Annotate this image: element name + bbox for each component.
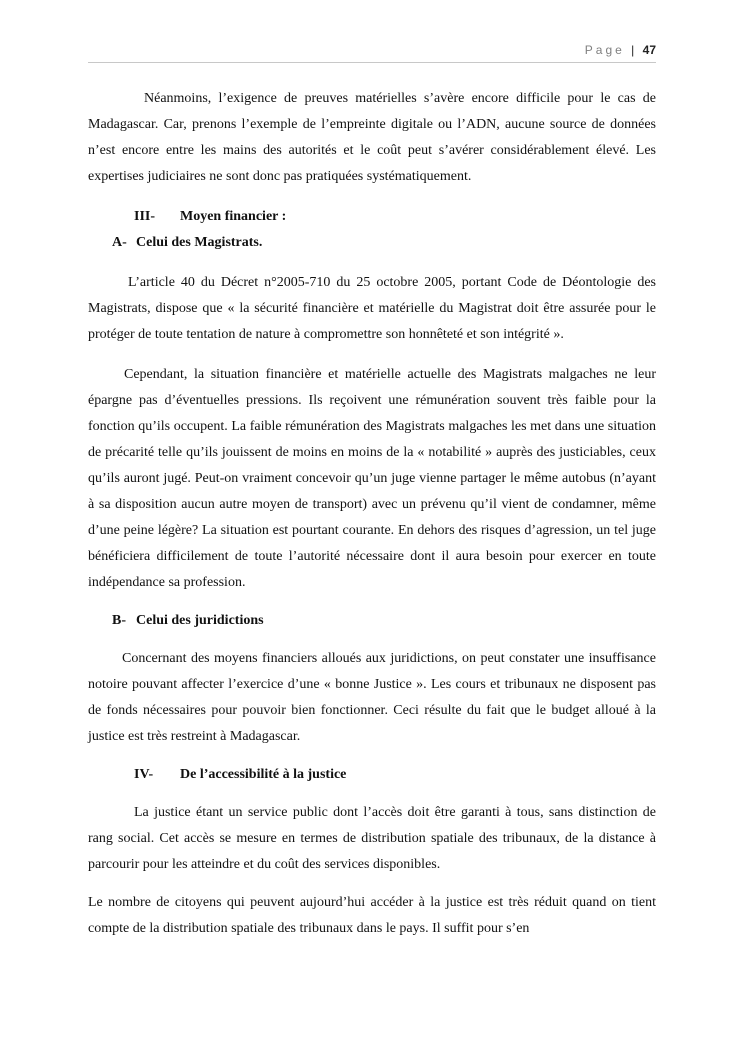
paragraph-article-40: L’article 40 du Décret n°2005-710 du 25 octobre 2005, portant Code de Déontologie des Magistrats, dispose que « la sécurité financière et matérielle du Magistrat doit être assurée pour le protéger de toute tentation de nature à compromettre son honnêteté et son intégrité ». [88, 275, 656, 342]
page-header [585, 43, 656, 57]
heading-iv-text: De l’accessibilité à la justice [180, 767, 347, 782]
paragraph-evidence: Néanmoins, l’exigence de preuves matérielles s’avère encore difficile pour le cas de Madagascar. Car, prenons l’exemple de l’empreinte digitale ou l’ADN, aucune source de données n’est encore entre les mains des autorités et le coût peut s’avérer considérablement élevé. Les expertises judiciaires ne sont donc pas pratiquées systématiquement. [88, 91, 656, 184]
paragraph-jurisdictions-funds: Concernant des moyens financiers alloués aux juridictions, on peut constater une insuffisance notoire pouvant affecter l’exercice d’une « bonne Justice ». Les cours et tribunaux ne disposent pas de fonds nécessaires pour pouvoir bien fonctionner. Ceci résulte du fait que le budget alloué à la justice est très restreint à Madagascar. [88, 651, 656, 744]
heading-iv [88, 762, 656, 788]
heading-a-label: A- [112, 235, 127, 250]
header-rule [88, 62, 656, 63]
heading-a [88, 230, 656, 256]
paragraph-magistrates-situation: Cependant, la situation financière et matérielle actuelle des Magistrats malgaches ne leur épargne pas d’éventuelles pressions. Ils reçoivent une rémunération souvent très faible pour la fonction qu’ils occupent. La faible rémunération des Magistrats malgaches les met dans une situation de précarité telle qu’ils jouissent de moins en moins de la « notabilité » auprès des justiciables, ceux qu’ils auront jugé. Peut-on vraiment concevoir qu’un juge vienne partager le même autobus (n’ayant à sa disposition aucun autre moyen de transport) avec un prévenu qu’il vient de condamner, même d’une peine légère? La situation est pourtant courante. En dehors des risques d’agression, un tel juge bénéficiera difficilement de toute l’autorité nécessaire dont il aura besoin pour exercer en toute indépendance sa profession. [88, 367, 656, 590]
page-separator: | [631, 43, 635, 57]
document-body [88, 86, 656, 942]
page-label: Page [584, 43, 625, 57]
heading-iv-label: IV- [134, 767, 154, 782]
heading-iii [88, 204, 656, 230]
heading-b-label: B- [112, 613, 126, 628]
page-number: 47 [642, 43, 656, 57]
paragraph-citizens-access: Le nombre de citoyens qui peuvent aujourd’hui accéder à la justice est très réduit quand on tient compte de la distribution spatiale des tribunaux dans le pays. Il suffit pour s’en [88, 895, 656, 936]
heading-iii-label: III- [134, 209, 156, 224]
heading-iii-text: Moyen financier : [180, 209, 287, 224]
heading-b [88, 608, 656, 634]
heading-b-text: Celui des juridictions [136, 613, 264, 628]
paragraph-public-service: La justice étant un service public dont l’accès doit être garanti à tous, sans distinction de rang social. Cet accès se mesure en termes de distribution spatiale des tribunaux, de la distance à parcourir pour les atteindre et du coût des services disponibles. [88, 805, 656, 872]
heading-a-text: Celui des Magistrats. [136, 235, 263, 250]
